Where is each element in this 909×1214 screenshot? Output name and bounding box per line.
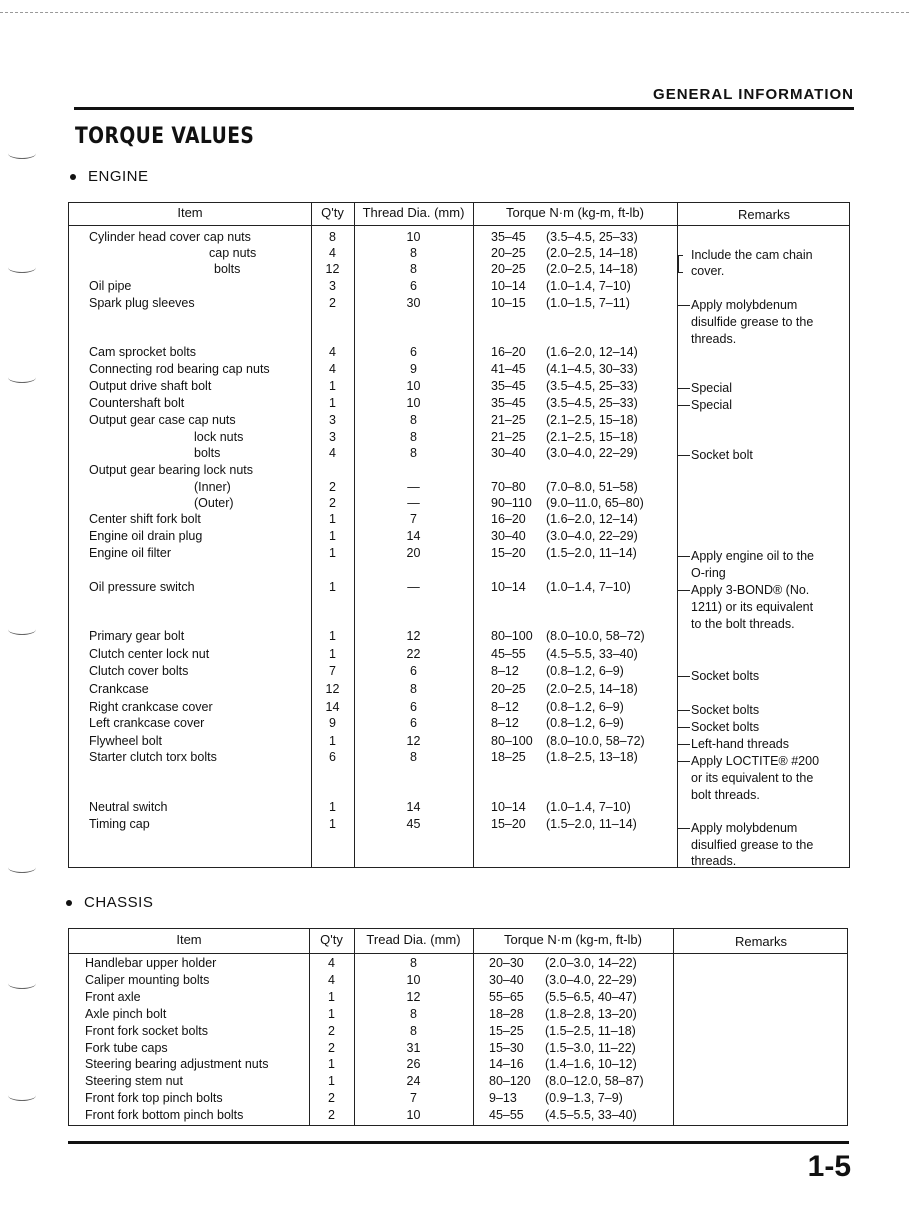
remark-text: O-ring (691, 566, 726, 580)
remark-text: cover. (691, 264, 725, 278)
torque-conversion-cell: (3.5–4.5, 25–33) (546, 379, 638, 393)
torque-nm-cell: 35–45 (491, 230, 526, 244)
torque-conversion-cell: (3.0–4.0, 22–29) (545, 973, 637, 987)
remark-text: Apply LOCTITE® #200 (691, 754, 820, 768)
thread-dia-cell: 8 (410, 682, 417, 696)
qty-cell: 6 (329, 750, 336, 764)
remark-text: Special (691, 398, 732, 412)
remark-text: Socket bolts (691, 720, 760, 734)
torque-conversion-cell: (4.1–4.5, 30–33) (546, 362, 638, 376)
torque-nm-cell: 15–25 (489, 1024, 524, 1038)
torque-conversion-cell: (1.0–1.4, 7–10) (546, 279, 631, 293)
qty-cell: 8 (329, 230, 336, 244)
item-cell: Clutch center lock nut (89, 647, 210, 661)
engine-torque-table (68, 202, 850, 868)
bullet-icon (70, 174, 76, 180)
item-cell: Center shift fork bolt (89, 512, 201, 526)
scan-top-border (0, 12, 909, 13)
torque-nm-cell: 30–40 (491, 446, 526, 460)
qty-cell: 1 (329, 529, 336, 543)
torque-conversion-cell: (0.8–1.2, 6–9) (546, 716, 624, 730)
item-cell: Output gear bearing lock nuts (89, 463, 253, 477)
qty-cell: 1 (329, 629, 336, 643)
column-divider (673, 929, 674, 1125)
remark-leader (678, 744, 690, 745)
torque-nm-cell: 15–20 (491, 546, 526, 560)
torque-nm-cell: 20–25 (491, 246, 526, 260)
torque-conversion-cell: (1.5–2.5, 11–18) (545, 1024, 636, 1038)
col-header-remarks: Remarks (737, 207, 790, 222)
scan-mark (8, 978, 36, 989)
torque-conversion-cell: (3.0–4.0, 22–29) (546, 446, 638, 460)
qty-cell: 1 (328, 1057, 335, 1071)
scan-mark (8, 372, 36, 383)
item-cell: bolts (214, 262, 241, 276)
remark-leader (678, 710, 690, 711)
bullet-icon (66, 900, 72, 906)
remark-leader (678, 556, 690, 557)
qty-cell: 12 (325, 682, 340, 696)
item-cell: Front fork top pinch bolts (85, 1091, 223, 1105)
item-cell: Crankcase (89, 682, 149, 696)
item-cell: Front fork bottom pinch bolts (85, 1108, 244, 1122)
col-header-torque: Torque N·m (kg-m, ft-lb) (506, 205, 644, 220)
qty-cell: 1 (329, 512, 336, 526)
thread-dia-cell: 24 (406, 1074, 421, 1088)
thread-dia-cell: 6 (410, 345, 417, 359)
torque-conversion-cell: (3.0–4.0, 22–29) (546, 529, 638, 543)
chassis-torque-table (68, 928, 848, 1126)
torque-conversion-cell: (2.1–2.5, 15–18) (546, 430, 638, 444)
item-cell: Clutch cover bolts (89, 664, 189, 678)
torque-nm-cell: 10–14 (491, 279, 526, 293)
qty-cell: 4 (329, 446, 336, 460)
remark-text: Socket bolts (691, 703, 760, 717)
thread-dia-cell: 10 (406, 973, 421, 987)
remark-text: threads. (691, 332, 737, 346)
page-number: 1-5 (807, 1150, 851, 1183)
thread-dia-cell: 8 (410, 413, 417, 427)
torque-nm-cell: 9–13 (489, 1091, 517, 1105)
torque-conversion-cell: (0.8–1.2, 6–9) (546, 664, 624, 678)
torque-conversion-cell: (3.5–4.5, 25–33) (546, 230, 638, 244)
item-cell: (Inner) (194, 480, 231, 494)
item-cell: Left crankcase cover (89, 716, 205, 730)
item-cell: Primary gear bolt (89, 629, 185, 643)
torque-nm-cell: 45–55 (489, 1108, 524, 1122)
qty-cell: 2 (329, 296, 336, 310)
remark-text: Left-hand threads (691, 737, 789, 751)
torque-nm-cell: 15–20 (491, 817, 526, 831)
torque-conversion-cell: (1.5–2.0, 11–14) (546, 546, 637, 560)
item-cell: Oil pipe (89, 279, 132, 293)
remark-text: disulfied grease to the (691, 838, 814, 852)
torque-conversion-cell: (1.6–2.0, 12–14) (546, 512, 638, 526)
thread-dia-cell: 14 (406, 529, 421, 543)
item-cell: Output gear case cap nuts (89, 413, 236, 427)
torque-conversion-cell: (4.5–5.5, 33–40) (546, 647, 638, 661)
torque-conversion-cell: (5.5–6.5, 40–47) (545, 990, 637, 1004)
item-cell: Front fork socket bolts (85, 1024, 208, 1038)
chassis-heading (66, 894, 153, 911)
col-header-qty: Q'ty (320, 932, 343, 947)
torque-conversion-cell: (1.5–2.0, 11–14) (546, 817, 637, 831)
thread-dia-cell: 8 (410, 956, 417, 970)
remark-leader (678, 761, 690, 762)
torque-nm-cell: 18–25 (491, 750, 526, 764)
remark-leader (678, 727, 690, 728)
thread-dia-cell: 14 (406, 800, 421, 814)
thread-dia-cell: 30 (406, 296, 421, 310)
item-cell: Engine oil drain plug (89, 529, 203, 543)
thread-dia-cell: 31 (406, 1041, 421, 1055)
item-cell: Steering stem nut (85, 1074, 183, 1088)
qty-cell: 7 (329, 664, 336, 678)
item-cell: Flywheel bolt (89, 734, 162, 748)
item-cell: Right crankcase cover (89, 700, 213, 714)
thread-dia-cell: 10 (406, 396, 421, 410)
torque-conversion-cell: (1.0–1.5, 7–11) (546, 296, 630, 310)
item-cell: bolts (194, 446, 221, 460)
header-divider (69, 225, 849, 226)
remark-leader (678, 676, 690, 677)
qty-cell: 1 (329, 817, 336, 831)
engine-heading-text: ENGINE (88, 168, 149, 185)
torque-conversion-cell: (2.1–2.5, 15–18) (546, 413, 638, 427)
item-cell: Fork tube caps (85, 1041, 168, 1055)
qty-cell: 2 (328, 1108, 335, 1122)
col-header-remarks: Remarks (734, 934, 787, 949)
remark-text: Socket bolts (691, 669, 760, 683)
thread-dia-cell: 6 (410, 664, 417, 678)
column-divider (677, 203, 678, 867)
remark-text: Include the cam chain (691, 248, 813, 262)
thread-dia-cell: 9 (410, 362, 417, 376)
column-divider (473, 203, 474, 867)
thread-dia-cell: 10 (406, 379, 421, 393)
col-header-torque: Torque N·m (kg-m, ft-lb) (504, 932, 642, 947)
col-header-item: Item (177, 205, 203, 220)
torque-nm-cell: 21–25 (491, 430, 526, 444)
qty-cell: 1 (329, 546, 336, 560)
section-header: GENERAL INFORMATION (653, 86, 854, 103)
torque-conversion-cell: (4.5–5.5, 33–40) (545, 1108, 637, 1122)
remark-text: threads. (691, 854, 737, 868)
torque-nm-cell: 8–12 (491, 664, 519, 678)
item-cell: Output drive shaft bolt (89, 379, 212, 393)
torque-nm-cell: 20–25 (491, 682, 526, 696)
scan-mark (8, 262, 36, 273)
thread-dia-cell: 12 (406, 990, 421, 1004)
remark-text: Special (691, 381, 732, 395)
torque-nm-cell: 15–30 (489, 1041, 524, 1055)
torque-conversion-cell: (3.5–4.5, 25–33) (546, 396, 638, 410)
item-cell: Cam sprocket bolts (89, 345, 196, 359)
col-header-thread-dia: Tread Dia. (mm) (366, 932, 461, 947)
remark-leader (678, 828, 690, 829)
thread-dia-cell: 26 (406, 1057, 421, 1071)
torque-conversion-cell: (2.0–3.0, 14–22) (545, 956, 637, 970)
remark-leader (678, 305, 690, 306)
scan-mark (8, 1090, 36, 1101)
torque-nm-cell: 20–25 (491, 262, 526, 276)
torque-nm-cell: 10–14 (491, 800, 526, 814)
torque-conversion-cell: (1.8–2.5, 13–18) (546, 750, 638, 764)
item-cell: Front axle (85, 990, 141, 1004)
qty-cell: 12 (325, 262, 340, 276)
remark-text: Apply molybdenum (691, 298, 798, 312)
qty-cell: 2 (328, 1024, 335, 1038)
thread-dia-cell: 8 (410, 262, 417, 276)
remark-text: disulfide grease to the (691, 315, 814, 329)
item-cell: Caliper mounting bolts (85, 973, 210, 987)
torque-nm-cell: 80–120 (489, 1074, 531, 1088)
remark-text: Apply molybdenum (691, 821, 798, 835)
torque-nm-cell: 10–15 (491, 296, 526, 310)
thread-dia-cell: 7 (410, 1091, 417, 1105)
col-header-thread-dia: Thread Dia. (mm) (362, 205, 465, 220)
torque-nm-cell: 35–45 (491, 396, 526, 410)
remark-bracket (678, 255, 683, 273)
torque-nm-cell: 10–14 (491, 580, 526, 594)
torque-conversion-cell: (8.0–12.0, 58–87) (545, 1074, 644, 1088)
thread-dia-cell: 20 (406, 546, 421, 560)
torque-conversion-cell: (1.6–2.0, 12–14) (546, 345, 638, 359)
remark-leader (678, 405, 690, 406)
thread-dia-cell: 8 (410, 1007, 417, 1021)
remark-text: Socket bolt (691, 448, 753, 462)
scan-mark (8, 862, 36, 873)
remark-text: Apply 3-BOND® (No. (691, 583, 810, 597)
torque-nm-cell: 20–30 (489, 956, 524, 970)
torque-nm-cell: 30–40 (489, 973, 524, 987)
thread-dia-cell: 45 (406, 817, 421, 831)
qty-cell: 4 (328, 973, 335, 987)
remark-text: bolt threads. (691, 788, 760, 802)
item-cell: Engine oil filter (89, 546, 171, 560)
qty-cell: 3 (329, 430, 336, 444)
torque-nm-cell: 35–45 (491, 379, 526, 393)
qty-cell: 9 (329, 716, 336, 730)
column-divider (473, 929, 474, 1125)
header-rule (74, 107, 854, 110)
torque-conversion-cell: (2.0–2.5, 14–18) (546, 682, 638, 696)
qty-cell: 4 (329, 362, 336, 376)
torque-conversion-cell: (2.0–2.5, 14–18) (546, 246, 638, 260)
qty-cell: 3 (329, 279, 336, 293)
thread-dia-cell: 8 (410, 750, 417, 764)
thread-dia-cell: 8 (410, 430, 417, 444)
qty-cell: 1 (329, 580, 336, 594)
thread-dia-cell: — (407, 480, 420, 494)
torque-nm-cell: 8–12 (491, 700, 519, 714)
torque-nm-cell: 18–28 (489, 1007, 524, 1021)
qty-cell: 4 (328, 956, 335, 970)
qty-cell: 1 (329, 800, 336, 814)
torque-conversion-cell: (0.8–1.2, 6–9) (546, 700, 624, 714)
qty-cell: 4 (329, 345, 336, 359)
item-cell: cap nuts (209, 246, 257, 260)
qty-cell: 1 (328, 1074, 335, 1088)
item-cell: Steering bearing adjustment nuts (85, 1057, 269, 1071)
qty-cell: 1 (329, 647, 336, 661)
torque-nm-cell: 21–25 (491, 413, 526, 427)
remark-text: 1211) or its equivalent (691, 600, 814, 614)
torque-nm-cell: 41–45 (491, 362, 526, 376)
thread-dia-cell: — (407, 580, 420, 594)
torque-conversion-cell: (9.0–11.0, 65–80) (546, 496, 644, 510)
torque-nm-cell: 45–55 (491, 647, 526, 661)
qty-cell: 2 (328, 1041, 335, 1055)
qty-cell: 3 (329, 413, 336, 427)
item-cell: (Outer) (194, 496, 234, 510)
item-cell: Spark plug sleeves (89, 296, 195, 310)
torque-conversion-cell: (1.5–3.0, 11–22) (545, 1041, 636, 1055)
remark-text: Apply engine oil to the (691, 549, 815, 563)
torque-conversion-cell: (8.0–10.0, 58–72) (546, 629, 645, 643)
qty-cell: 2 (329, 496, 336, 510)
qty-cell: 1 (329, 396, 336, 410)
thread-dia-cell: 6 (410, 716, 417, 730)
torque-nm-cell: 80–100 (491, 629, 533, 643)
torque-conversion-cell: (1.8–2.8, 13–20) (545, 1007, 637, 1021)
qty-cell: 2 (328, 1091, 335, 1105)
thread-dia-cell: 8 (410, 1024, 417, 1038)
item-cell: Timing cap (89, 817, 150, 831)
thread-dia-cell: 12 (406, 629, 421, 643)
item-cell: Cylinder head cover cap nuts (89, 230, 251, 244)
torque-nm-cell: 90–110 (491, 496, 532, 510)
item-cell: Starter clutch torx bolts (89, 750, 217, 764)
thread-dia-cell: 6 (410, 279, 417, 293)
torque-conversion-cell: (8.0–10.0, 58–72) (546, 734, 645, 748)
torque-conversion-cell: (1.0–1.4, 7–10) (546, 800, 631, 814)
page-title: TORQUE VALUES (75, 124, 255, 149)
item-cell: Axle pinch bolt (85, 1007, 167, 1021)
torque-nm-cell: 55–65 (489, 990, 524, 1004)
thread-dia-cell: 8 (410, 446, 417, 460)
torque-conversion-cell: (7.0–8.0, 51–58) (546, 480, 638, 494)
torque-conversion-cell: (1.4–1.6, 10–12) (545, 1057, 637, 1071)
torque-conversion-cell: (1.0–1.4, 7–10) (546, 580, 631, 594)
engine-heading (70, 168, 149, 185)
qty-cell: 14 (325, 700, 340, 714)
col-header-qty: Q'ty (321, 205, 344, 220)
torque-nm-cell: 80–100 (491, 734, 533, 748)
remark-text: to the bolt threads. (691, 617, 795, 631)
torque-conversion-cell: (0.9–1.3, 7–9) (545, 1091, 623, 1105)
qty-cell: 1 (329, 379, 336, 393)
thread-dia-cell: 10 (406, 1108, 421, 1122)
footer-rule (68, 1141, 849, 1144)
torque-nm-cell: 30–40 (491, 529, 526, 543)
torque-nm-cell: 8–12 (491, 716, 519, 730)
thread-dia-cell: 22 (406, 647, 421, 661)
torque-nm-cell: 14–16 (489, 1057, 524, 1071)
qty-cell: 4 (329, 246, 336, 260)
item-cell: Countershaft bolt (89, 396, 185, 410)
scan-mark (8, 624, 36, 635)
header-divider (69, 953, 847, 954)
thread-dia-cell: 8 (410, 246, 417, 260)
remark-leader (678, 388, 690, 389)
col-header-item: Item (176, 932, 202, 947)
thread-dia-cell: 7 (410, 512, 417, 526)
item-cell: Oil pressure switch (89, 580, 195, 594)
item-cell: Handlebar upper holder (85, 956, 217, 970)
torque-nm-cell: 70–80 (491, 480, 526, 494)
torque-nm-cell: 16–20 (491, 512, 526, 526)
item-cell: lock nuts (194, 430, 244, 444)
qty-cell: 2 (329, 480, 336, 494)
item-cell: Neutral switch (89, 800, 168, 814)
item-cell: Connecting rod bearing cap nuts (89, 362, 270, 376)
remark-leader (678, 590, 690, 591)
scan-mark (8, 148, 36, 159)
remark-text: or its equivalent to the (691, 771, 814, 785)
thread-dia-cell: 6 (410, 700, 417, 714)
thread-dia-cell: 10 (406, 230, 421, 244)
remark-leader (678, 455, 690, 456)
thread-dia-cell: — (407, 496, 420, 510)
chassis-heading-text: CHASSIS (84, 894, 154, 911)
qty-cell: 1 (328, 990, 335, 1004)
torque-nm-cell: 16–20 (491, 345, 526, 359)
torque-conversion-cell: (2.0–2.5, 14–18) (546, 262, 638, 276)
qty-cell: 1 (328, 1007, 335, 1021)
thread-dia-cell: 12 (406, 734, 421, 748)
qty-cell: 1 (329, 734, 336, 748)
